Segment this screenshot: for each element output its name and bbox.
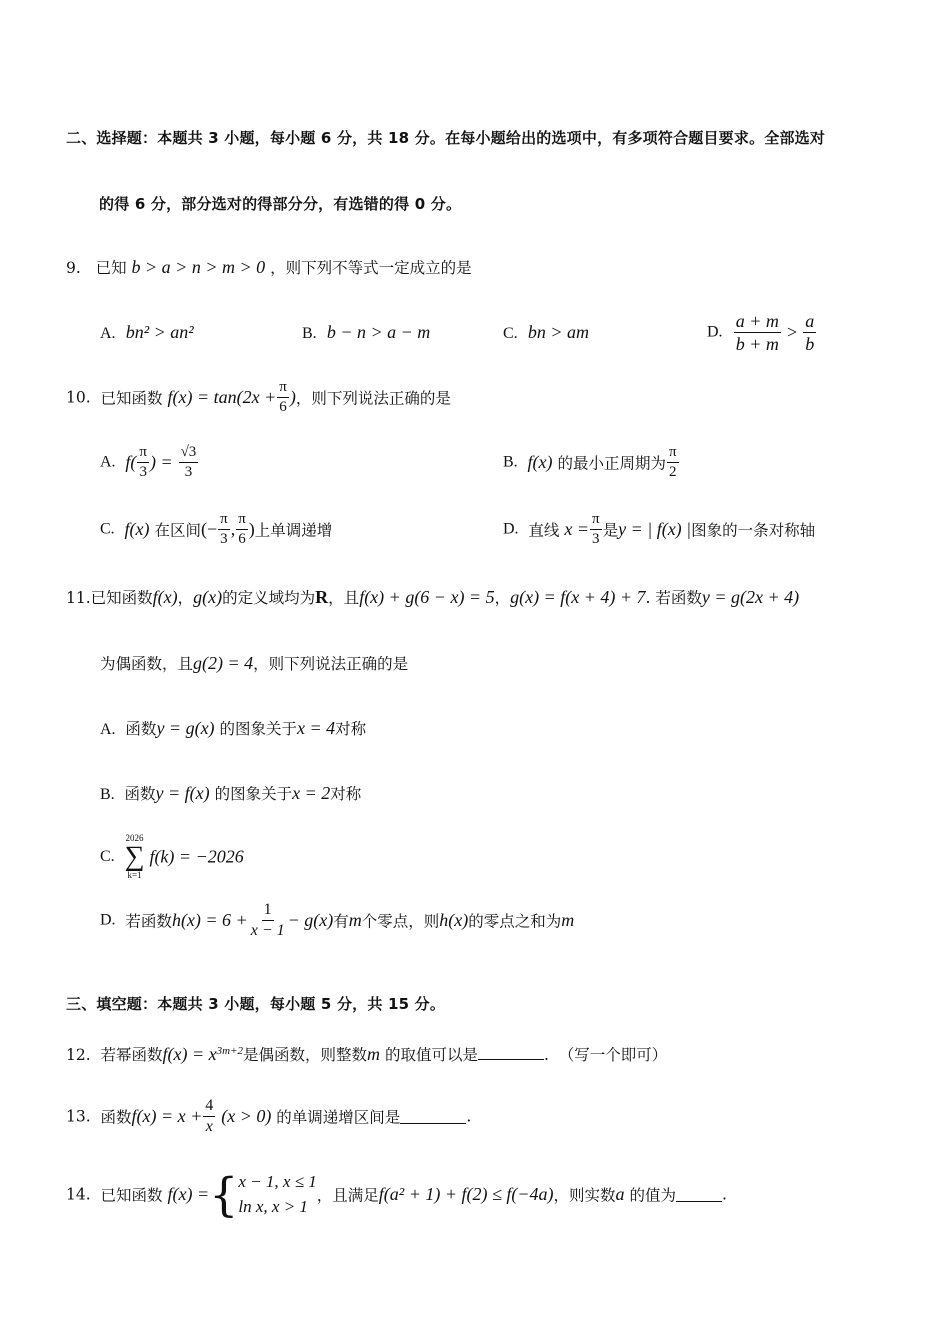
q10-option-d-y: y = | f(x) |: [618, 519, 692, 539]
q11-option-c: [100, 834, 244, 880]
q10-option-c-three: 3: [220, 531, 228, 547]
q10-option-c-text1: 在区间: [154, 521, 201, 540]
q11-option-d-label: D.: [100, 911, 116, 929]
q11-eq3: y = g(2x + 4): [701, 587, 800, 607]
q11-fx: f(x): [152, 587, 178, 607]
q11-eq4: g(2) = 4: [193, 653, 254, 673]
q10-option-b-two: 2: [669, 464, 677, 480]
q11-option-d-3: 个零点，则: [361, 912, 440, 931]
q9-option-a-expr: bn² > an²: [125, 322, 194, 342]
q14-brace: {: [209, 1167, 239, 1222]
q12-intro: 若幂函数: [100, 1046, 163, 1064]
q10-option-a-arg: [137, 445, 149, 480]
q10-option-b-pi: π: [667, 445, 679, 463]
q14-inequality: f(a² + 1) + f(2) ≤ f(−4a): [378, 1184, 554, 1205]
q10-option-b-period: [667, 445, 679, 480]
q10-func-fraction: [277, 380, 289, 415]
q11-line2-a: 为偶函数，且: [100, 655, 194, 673]
q12-answer-blank[interactable]: [478, 1045, 544, 1060]
q12-text2: 的取值可以是: [384, 1046, 478, 1064]
q10-option-a-sqrt3: √3: [179, 445, 199, 463]
q11-option-d-h: h(x) = 6 +: [171, 910, 248, 930]
q13-text: 的单调递增区间是: [276, 1108, 401, 1127]
q12-number: 12.: [66, 1046, 91, 1064]
q9-option-b-label: B.: [302, 325, 317, 342]
section2-line1: 二、选择题：本题共 3 小题，每小题 6 分，共 18 分。在每小题给出的选项中，有多项符合题目要求。全部选对: [66, 129, 826, 147]
q9-option-d-left-denominator: b + m: [735, 334, 779, 354]
q11-option-a-3: 对称: [335, 720, 367, 738]
q9-option-b: [302, 322, 430, 343]
q13-number: 13.: [66, 1107, 91, 1126]
q14-dot: .: [721, 1185, 727, 1204]
q11-option-b-x: x = 2: [292, 783, 331, 803]
q9-tail: ，则下列不等式一定成立的是: [270, 259, 472, 277]
q13-numerator: 4: [203, 1098, 215, 1117]
q10-tail: ，则下列说法正确的是: [295, 389, 451, 408]
q9-option-d-label: D.: [707, 323, 723, 341]
q10-option-c-frac1: [218, 512, 230, 547]
q11-option-d-m: m: [348, 910, 362, 930]
q10-option-c-pi2: π: [236, 512, 248, 530]
question-10: [66, 380, 451, 415]
q14-a: a: [615, 1184, 625, 1205]
q12-dot: .: [544, 1046, 549, 1064]
q9-condition: b > a > n > m > 0: [131, 257, 266, 277]
q12-text1: 是偶函数，则整数: [243, 1046, 368, 1064]
q10-option-c: [100, 512, 332, 547]
q12-func: f(x) = x: [162, 1044, 217, 1064]
q11-option-d: [100, 902, 574, 939]
q13-fraction: [203, 1098, 215, 1135]
q10-func-right: ): [289, 387, 296, 407]
q9-option-d-right-numerator: a: [805, 311, 815, 331]
q14-cases: [238, 1170, 316, 1219]
q9-option-d-right-denominator: b: [805, 334, 815, 354]
q10-option-d-x: x =: [564, 519, 590, 539]
q9-option-d: [707, 312, 817, 353]
q10-option-d-text2: 是: [602, 521, 619, 540]
q11-option-b-3: 对称: [330, 785, 362, 803]
q9-option-d-left-fraction: [734, 312, 781, 353]
q11-option-d-1: 若函数: [125, 912, 172, 931]
q11-intro: 已知函数: [90, 589, 153, 607]
q10-option-c-text2: 上单调递增: [254, 521, 333, 540]
q10-option-a-label: A.: [100, 453, 116, 471]
q14-number: 14.: [66, 1185, 91, 1204]
q14-answer-blank[interactable]: [676, 1187, 722, 1202]
q11-option-d-numerator: 1: [262, 902, 274, 921]
q9-option-c-expr: bn > am: [527, 322, 589, 342]
q11-option-b-2: 的图象关于: [214, 785, 293, 803]
q10-option-b-text: 的最小正周期为: [557, 454, 666, 473]
section3-title: 三、填空题：本题共 3 小题，每小题 5 分，共 15 分。: [66, 995, 446, 1013]
q10-option-c-f: f(x): [124, 519, 150, 539]
q11-eq1: f(x) + g(6 − x) = 5: [359, 587, 495, 607]
q11-option-a-x: x = 4: [297, 718, 336, 738]
q10-option-c-close: ): [248, 519, 255, 539]
q11-option-b-y: y = f(x): [155, 783, 210, 803]
q12-m: m: [367, 1044, 381, 1064]
q11-option-a-label: A.: [100, 721, 116, 738]
q9-option-d-right-fraction: [803, 312, 816, 353]
q14-text2: ，则实数: [553, 1186, 616, 1205]
q11-option-c-sum-lower: k=1: [127, 870, 142, 880]
q11-option-c-sigma: ∑: [124, 841, 145, 872]
q14-func: f(x) =: [167, 1184, 210, 1205]
q9-option-c-label: C.: [503, 325, 518, 342]
q11-option-d-hx: h(x): [439, 910, 469, 930]
q13-denominator: x: [205, 1118, 213, 1135]
q12-note: （写一个即可）: [558, 1046, 668, 1064]
q11-domain: 的定义域均为: [222, 589, 316, 607]
q10-func-pi: π: [277, 380, 289, 398]
q10-option-c-open: (−: [200, 519, 218, 539]
q10-intro: 已知函数: [100, 389, 163, 408]
q9-option-a-label: A.: [100, 325, 116, 342]
q9-option-c: [503, 322, 589, 343]
q10-option-a-f: f(: [125, 452, 137, 472]
q10-number: 10.: [66, 388, 91, 407]
q11-option-d-g: − g(x): [287, 910, 334, 930]
q9-intro: 已知: [95, 259, 127, 277]
q11-option-d-4: 的零点之和为: [468, 912, 562, 931]
q11-option-d-2: 有: [333, 912, 349, 931]
q13-answer-blank[interactable]: [400, 1109, 466, 1124]
q9-option-a: [100, 322, 194, 343]
q11-option-a-2: 的图象关于: [219, 720, 298, 738]
question-11: [66, 586, 799, 608]
q9-option-b-expr: b − n > a − m: [326, 322, 431, 342]
q10-option-b-f: f(x): [527, 452, 553, 472]
q10-option-a-den: 3: [184, 464, 193, 480]
q11-option-c-sum-upper: 2026: [125, 833, 144, 843]
q10-option-c-label: C.: [100, 520, 115, 538]
q14-text1: ，且满足: [316, 1186, 379, 1205]
q10-option-c-six: 6: [238, 531, 246, 547]
q14-case2: ln x, x > 1: [238, 1196, 308, 1216]
q10-option-a-three: 3: [139, 464, 147, 480]
q11-option-a-y: y = g(x): [156, 718, 215, 738]
q10-option-b: [503, 445, 680, 480]
q11-gx: g(x): [193, 587, 223, 607]
q11-line2: [100, 652, 408, 674]
question-9: [66, 256, 472, 278]
q11-option-a-1: 函数: [125, 720, 157, 738]
q11-real-set: R: [315, 587, 329, 607]
q10-option-d-text3: 图象的一条对称轴: [691, 521, 816, 540]
q10-option-d-frac: [590, 512, 602, 547]
q10-func-six: 6: [279, 399, 287, 415]
q11-eq2: g(x) = f(x + 4) + 7: [510, 587, 646, 607]
q11-sep1: ，: [177, 589, 194, 607]
q13-intro: 函数: [100, 1108, 132, 1127]
q10-option-d-pi: π: [590, 512, 602, 530]
q10-option-d: [503, 512, 815, 547]
q11-option-d-fraction: [249, 902, 287, 939]
q11-option-b: [100, 782, 361, 804]
q10-option-d-label: D.: [503, 520, 519, 538]
q11-option-b-1: 函数: [124, 785, 156, 803]
q10-option-a-eq: ) =: [150, 452, 173, 472]
q11-option-b-label: B.: [100, 786, 115, 803]
q13-func: f(x) = x +: [131, 1106, 203, 1126]
question-14: [66, 1167, 727, 1222]
q14-text3: 的值为: [629, 1186, 676, 1205]
q10-option-a-pi: π: [137, 445, 149, 463]
question-13: [66, 1098, 471, 1135]
q10-func-left: f(x) = tan(2x +: [167, 387, 277, 407]
q11-line2-b: ，则下列说法正确的是: [253, 655, 409, 673]
q11-option-c-label: C.: [100, 848, 115, 865]
section2-line2: 的得 6 分，部分选对的得部分分，有选错的得 0 分。: [99, 195, 462, 213]
q11-option-a: [100, 717, 366, 739]
q11-option-c-sum: [125, 834, 145, 880]
q14-case1: x − 1, x ≤ 1: [238, 1172, 317, 1191]
q11-cond1: ，且: [328, 589, 360, 607]
q14-intro: 已知函数: [100, 1186, 163, 1205]
q11-option-d-m2: m: [561, 910, 575, 930]
q10-option-d-text1: 直线: [528, 521, 560, 540]
q9-number: 9.: [66, 259, 81, 277]
q11-number: 11.: [66, 589, 91, 607]
q11-option-d-denominator: x − 1: [250, 922, 285, 939]
q10-option-a-value: [179, 445, 199, 480]
q10-option-a: [100, 445, 199, 480]
q11-option-c-expr: f(k) = −2026: [149, 846, 244, 867]
q11-sep2: ，: [494, 589, 511, 607]
q10-option-c-comma: ,: [230, 519, 236, 539]
q13-condition: (x > 0): [221, 1106, 272, 1126]
q10-option-d-three: 3: [592, 531, 600, 547]
q9-option-d-gt: >: [786, 322, 798, 342]
q12-exponent: 3m+2: [216, 1044, 244, 1057]
q9-option-d-left-numerator: a + m: [735, 311, 779, 331]
question-12: [66, 1043, 667, 1065]
q13-dot: .: [466, 1107, 472, 1126]
q10-option-c-frac2: [236, 512, 248, 547]
q10-option-b-label: B.: [503, 453, 518, 471]
q11-ruo: . 若函数: [645, 589, 702, 607]
q10-option-c-pi1: π: [218, 512, 230, 530]
